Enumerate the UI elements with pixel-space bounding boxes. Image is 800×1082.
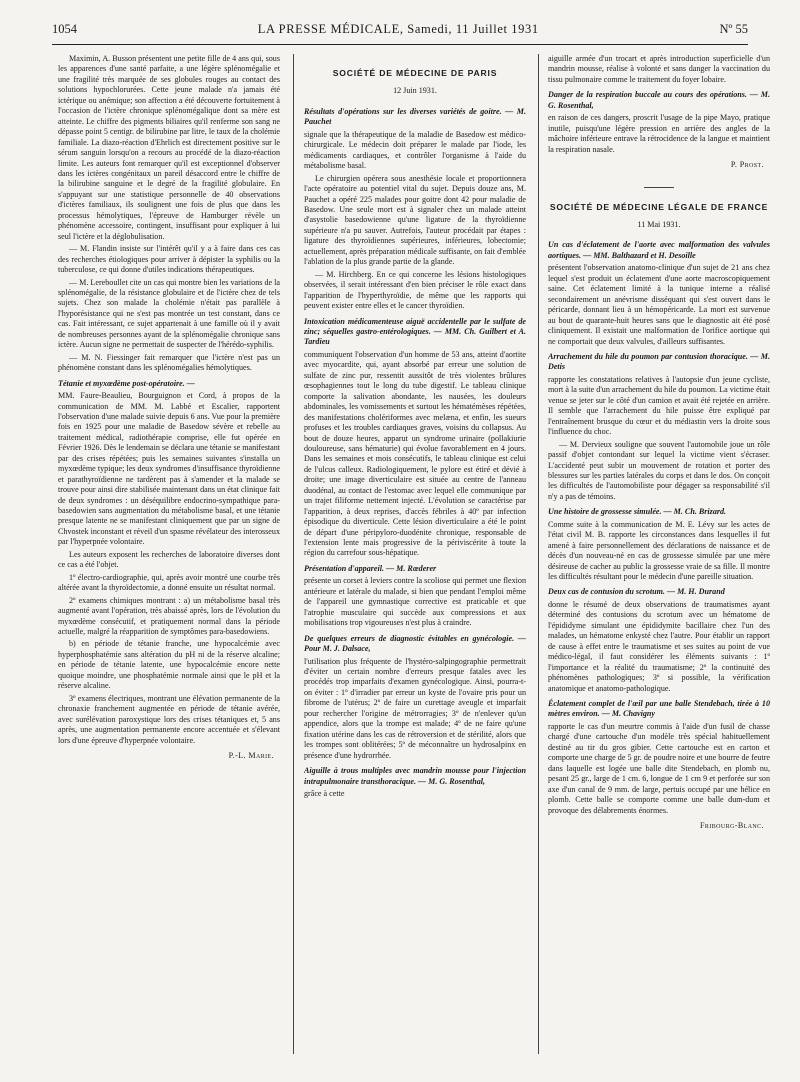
paragraph: 3º examens électriques, montrant une élévation permanente de la chronaxie franchement augmentée en période de tétanie avérée, avec surélévation paroxystique lors des crises tétaniques et, 5 ans après, une augmentation permanente encore accentuée et s'élevant lors d'une épreuve d'hyperpnée volontaire. — [58, 693, 280, 745]
paragraph: b) en période de tétanie franche, une hypocalcémie avec hyperphosphatémie sans altération du pH ni de la réserve alcaline; en période de tétanie latente, une hypocalcémie encore nette quoique moindre, une phosphatémie normale ainsi que le pH et la réserve alcaline. — [58, 639, 280, 691]
author-signature: P.-L. Marie. — [228, 751, 274, 760]
paragraph: — M. Lereboullet cite un cas qui montre bien les variations de la splénomégalie, de la résistance globulaire et de l'ictère chez de tels sujets. Chez son malade la cholémie n'était pas parallèle à l'hyporésistance qui ne s'est pas montrée un test constant, dans ce cas. Fait intéressant, ce sujet appartenait à une famille où il y avait de nombreuses personnes ayant de la splénomégalie chronique sans ictère. Aucun signe ne permettait de suspecter de l'hérédo-syphilis. — [58, 277, 280, 350]
paragraph: 1º électro-cardiographie, qui, après avoir montré une courbe très altérée avant la thyroïdectomie, a donné ensuite un résultat normal. — [58, 572, 280, 593]
paragraph: 2º examens chimiques montrant : a) un métabolisme basal très augmenté avant l'opération, très abaissé après, lors de l'évolution du myxœdème consécutif, et pratiquement normal dans la période actuelle, malgré la réapparition de symptômes para-basedowiens. — [58, 595, 280, 637]
article-heading: Éclatement complet de l'œil par une balle Stendebach, tirée à 10 mètres environ. — M. Chavigny — [548, 699, 770, 719]
header-rule — [52, 44, 748, 45]
session-date: 12 Juin 1931. — [393, 86, 437, 96]
column-1 — [58, 54, 280, 1064]
article-heading: Présentation d'appareil. — M. Rœderer — [304, 563, 437, 573]
paragraph: présentent l'observation anatomo-clinique d'un sujet de 21 ans chez lequel s'est produit un éclatement d'une aorte macroscopiquement saine. Cet éclatement limité à la tunique interne a réalisé secondairement un anévrisme disséquant qui s'est ouvert dans le péricarde, donnant lieu à un hémopéricarde. La mort est survenue au bout de quarante-huit heures sans que le diagnostic ait été posé cliniquement. Il existait une malformation de l'orifice aortique qui ne comportait que deux valvules, d'ailleurs suffisantes. — [548, 263, 770, 346]
paragraph: aiguille armée d'un trocart et après introduction superficielle d'un mandrin mousse, réalise à volonté et sans danger la vaccination du tissu pulmonaire comme le traitement du foyer lobaire. — [548, 54, 770, 84]
paragraph: MM. Faure-Beaulieu, Bourguignon et Cord, à propos de la communication de MM. M. Labbé et Escalier, rapportent l'observation d'une malade suivie depuis 6 ans. Vue pour la première fois en 1925 pour une maladie de Basedow sévère et rebelle au traitement médical, radiothérapie comprise, elle fut opérée en Février 1926. Dès le lendemain se déclara une tétanie se manifestant par des crises répétées; puis les semaines suivantes s'installa un myxœdème typique; les deux syndromes d'insuffisance thyroïdienne et parathyroïdienne ne tardèrent pas à s'amender et la malade se trouve pour ainsi dire stabilisée maintenant dans un état clinique fait de deux syndromes : un déséquilibre endocrino-sympathique para-basedowien sans augmentation du métabolisme basal, et une tétanie presque latente ne se manifestant cliniquement que par un signe de Chvostek inconstant et réveil d'un spasme révélateur des interosseux par l'hyperpnée volontaire. — [58, 391, 280, 547]
author-signature: P. Prost. — [730, 160, 764, 170]
paragraph: — M. Dervieux souligne que souvent l'automobile joue un rôle passif d'objet contondant sur lequel la victime vient s'écraser. L'accidenté peut subir un mouvement de rotation et porter des blessures sur les parties latérales du corps et dans le dos. On conçoit les difficultés de l'automobiliste pour dégager sa responsabilité s'il n'y a pas de témoins. — [548, 439, 770, 501]
article-heading: Une histoire de grossesse simulée. — M. Ch. Brizard. — [548, 507, 727, 517]
article-heading: Arrachement du hile du poumon par contusion thoracique. — M. Detis — [548, 351, 770, 372]
page-number: 1054 — [52, 22, 77, 36]
issue-number: Nº 55 — [719, 22, 748, 36]
paragraph: Le chirurgien opérera sous anesthésie locale et proportionnera l'acte opératoire au potentiel vital du sujet. Depuis douze ans, M. Pauchet a opéré 225 malades pour goitre dont 42 pour maladie de Basedow. Une seule mort est à signaler chez un malade atteint d'asystolie basedowienne qu'une ligature de la thyroïdienne supérieure n'a pu sauver. Autrefois, l'auteur procédait par étapes : ligature des thyroïdiennes supérieures, inférieures, lobectomie; actuellement, après préparation médicale suffisante, on fait d'emblée l'ablation de la plus grande partie de la glande. — [304, 173, 526, 267]
column-divider — [293, 54, 294, 1054]
article-heading: Deux cas de contusion du scrotum. — M. H. Durand — [548, 587, 725, 597]
paragraph: — M. N. Fiessinger fait remarquer que l'ictère n'est pas un phénomène constant dans les splénomégalies hémolytiques. — [58, 352, 280, 373]
paragraph: Les auteurs exposent les recherches de laboratoire diverses dont ce cas a été l'objet. — [58, 549, 280, 570]
paragraph: — M. Flandin insiste sur l'intérêt qu'il y a à faire dans ces cas des recherches étiologiques pour arriver à dépister la syphilis ou la tuberculose, ce qui donne d'utiles indications thérapeutiques. — [58, 244, 280, 275]
paragraph: rapporte les constatations relatives à l'autopsie d'un jeune cycliste, mort à la suite d'un arrachement du hile du poumon. La victime était venue se jeter sur le côté d'un camion et avait été rejetée en arrière. Il semble que l'arrachement du hile puisse être expliqué par l'entraînement brusque du cœur et du médiastin vers la droite sous l'influence du choc. — [548, 374, 770, 437]
article-heading: Danger de la respiration buccale au cours des opérations. — M. G. Rosenthal, — [548, 90, 770, 110]
paragraph: présente un corset à leviers contre la scoliose qui permet une flexion antérieure et latérale du malade, si bien que pendant l'emploi même de l'appareil une gymnastique corrective est praticable et que l'atrophie musculaire qui succède aux compressions et aux mobilisations trop vigoureuses n'est plus à craindre. — [304, 576, 526, 628]
society-heading: SOCIÉTÉ DE MÉDECINE DE PARIS — [332, 68, 498, 78]
author-signature: Fribourg-Blanc. — [700, 821, 764, 830]
article-heading: De quelques erreurs de diagnostic évitables en gynécologie. — Pour M. J. Dalsace, — [304, 633, 526, 654]
section-separator — [644, 187, 674, 188]
article-heading: Intoxication médicamenteuse aiguë accidentelle par le sulfate de zinc; séquelles gastro-entérologiques. — MM. Ch. Guilbert et A. Tardieu — [304, 316, 526, 347]
article-heading: Aiguille à trous multiples avec mandrin mousse pour l'injection intrapulmonaire transthoracique. — M. G. Rosenthal, — [304, 766, 526, 786]
article-heading: Résultats d'opérations sur les diverses variétés de goitre. — M. Pauchet — [304, 106, 526, 127]
paragraph: Comme suite à la communication de M. E. Lévy sur les actes de l'état civil M. B. rapporte les circonstances dans lesquelles il fut amené à faire personnellement des déclarations de naissance et de décès d'un nouveau-né en cas de grossesse simulée par une mère désireuse de cacher au public la grossesse vraie de sa fille. Il montre les difficultés résultant pour le médecin d'une pareille situation. — [548, 519, 770, 582]
column-divider — [538, 54, 539, 1054]
paragraph: communiquent l'observation d'un homme de 53 ans, atteint d'aortite avec myocardite, qui, ayant absorbé par erreur une solution de sulfate de zinc pur, ressentit aussitôt de très violentes brûlures œsophagiennes tout le long du tube digestif. Le tableau clinique comporte la salivation abondante, les nausées, les douleurs abdominales, les vomissements et surtout les hématémèses répétées, des manifestations cholériformes avec melæna, et enfin, les sueurs profuses et les troubles cardiaques graves, voisins du collapsus. Au bout de douze heures, apparut un syndrome urinaire (pollakiurie douloureuse, sans hématurie) qui évolue favorablement en 4 jours. Dans les semaines et mois consécutifs, le tableau clinique est celui de l'ulcus calleux. Radiologiquement, le pylore est étiré et dévié à droite; une image diverticulaire est située au centre de l'anneau duodénal, au contact de l'estomac avec lequel elle communique par un trajet filiforme nettement injecté. L'évolution se caractérise par l'apparition, à deux reprises, d'accès fébriles à 40º par infection épisodique du diverticule. Cette lésion diverticulaire a été le point de départ d'une péripyloro-duodénite chronique, responsable de l'extension lente mais progressive de la périviscérite à toute la région du carrefour sous-hépatique. — [304, 349, 526, 558]
paragraph: l'utilisation plus fréquente de l'hystéro-salpingographie permettrait d'éviter un certain nombre d'erreurs presque fatales avec les procédés trop imparfaits d'examen gynécologique. Ainsi, pourra-t-on éviter : 1º d'irradier par erreur un kyste de l'ovaire pris pour un fibrome de l'utérus; 2º de faire un curettage aveugle et imparfait pour rechercher l'origine de métrorragies; 3º de n'enlever qu'un appendice, alors que la trompe est malade; 4º de ne faire qu'une fixation utérine dans les cas de rétroversion et de stérilité, alors que les trompes sont oblitérées; 5º de méconnaître un hydrosalpinx en présence d'une hydrorrhée. — [304, 656, 526, 760]
paragraph: Maximin, A. Busson présentent une petite fille de 4 ans qui, sous les apparences d'une santé parfaite, a une légère splénomégalie et une fragilité très marquée de ses globules rouges au contact des solutions hypochlorurées. Cette jeune malade n'a jamais été ictérique ou anémique; son affection a été découverte fortuitement à l'occasion de l'ictère chronique splénomégalique dont sa mère est atteinte. Le chiffre des pigments biliaires qu'il renferme son sang ne dépasse point 5 centigr. de bilirubine par litre, le taux de la cholémie familiale. La diazo-réaction d'Ehrlich est directement positive sur le sérum sanguin lorsqu'on a recours au procédé de la diazo-réaction limite. Les auteurs font remarquer qu'il est exceptionnel d'observer dans les ictères congénitaux un pareil désaccord entre le chiffre de la bilirubine sanguine et le degré de la fragilité globulaire. En s'appuyant sur une statistique personnelle de 40 observations d'ictères familiaux, ils soulignent une fois de plus que dans les processus hémolytiques, l'épreuve de Hamburger révèle un phénomène accessoire, contingent, insuffisant pour expliquer à lui seul l'ictère et la déglobulisation. — [58, 54, 280, 241]
session-date: 11 Mai 1931. — [637, 219, 681, 229]
article-heading: Un cas d'éclatement de l'aorte avec malformation des valvules aortiques. — MM. Balthazard et H. Desoille — [548, 240, 770, 260]
page-header — [52, 22, 748, 38]
column-2 — [304, 54, 526, 1064]
paragraph: rapporte le cas d'un meurtre commis à l'aide d'un fusil de chasse chargé d'une cartouche d'un modèle très spécial habituellement destiné au tir du gros gibier. Cette cartouche est en carton et comporte une charge de 5 gr. de poudre noire et une bourre de feutre dans laquelle est logée une balle dite Stendebach, en plomb nu, pesant 25 gr., large de 1 cm. 6, longue de 1 cm 9 et perforée sur son axe d'un canal de 9 mm. de large, pertuis occupé par une hélice en plomb. Cette balle se comporte comme une balle dum-dum et provoque des délabrements énormes. — [548, 721, 770, 815]
paragraph: signale que la thérapeutique de la maladie de Basedow est médico-chirurgicale. Le médecin doit préparer le malade par l'iode, les médicaments cardiaques, et contrôler l'organisme à l'aide du métabolisme basal. — [304, 129, 526, 171]
paragraph: donne le résumé de deux observations de traumatismes ayant déterminé des contusions du scrotum avec un hématome de l'épididyme simulant une épididymite bacillaire chez l'un des malades, un hématome enkysté chez l'autre. Pour établir un rapport de cause à effet entre le traumatisme et ses suites au point de vue médico-légal, il faut considérer les éléments suivants : 1º l'importance et la réalité du traumatisme; 2º la continuité des phénomènes pathologiques; 3º si possible, la vérification anatomique et anatomo-pathologique. — [548, 599, 770, 693]
paragraph: en raison de ces dangers, proscrit l'usage de la pipe Mayo, pratique inutile, puisqu'une légère pression en arrière des angles de la mâchoire inférieure entrave la rétrocidence de la langue et maintient la respiration nasale. — [548, 113, 770, 154]
column-3 — [548, 54, 770, 1064]
paragraph: grâce à cette — [304, 789, 345, 798]
article-heading: Tétanie et myxœdème post-opératoire. — — [58, 378, 195, 388]
paragraph: — M. Hirchberg. En ce qui concerne les lésions histologiques observées, il serait intéressant d'en bien préciser le rôle exact dans l'apparition de l'hyperthyroïdie, de même que les rapports qui peuvent exister entre elles et le cancer thyroïdien. — [304, 269, 526, 311]
journal-title: LA PRESSE MÉDICALE, Samedi, 11 Juillet 1931 — [257, 22, 539, 36]
society-heading: SOCIÉTÉ DE MÉDECINE LÉGALE DE FRANCE — [549, 201, 769, 212]
